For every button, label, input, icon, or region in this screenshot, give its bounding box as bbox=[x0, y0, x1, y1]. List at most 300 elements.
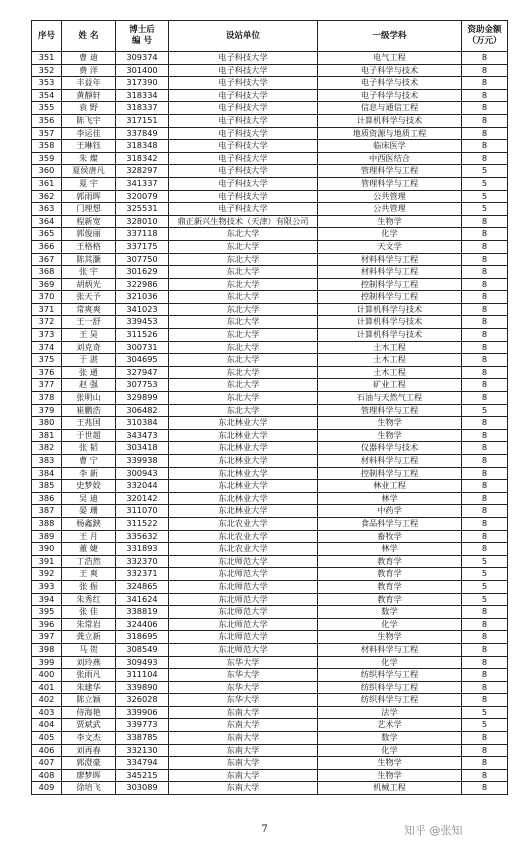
table-row bbox=[32, 278, 508, 291]
table-row bbox=[32, 417, 508, 430]
row-discipline: 生物学 bbox=[318, 757, 462, 770]
row-id: 338785 bbox=[116, 732, 169, 745]
row-amount: 5 bbox=[462, 580, 508, 593]
row-name: 龚立新 bbox=[62, 631, 116, 644]
row-no: 404 bbox=[32, 719, 62, 732]
row-no: 365 bbox=[32, 228, 62, 241]
row-discipline: 天文学 bbox=[318, 240, 462, 253]
watermark: 知乎 @张知 bbox=[404, 824, 463, 837]
row-unit: 东南大学 bbox=[169, 706, 318, 719]
table-row bbox=[32, 228, 508, 241]
row-unit: 东华大学 bbox=[169, 669, 318, 682]
row-discipline: 电子科学与技术 bbox=[318, 77, 462, 90]
row-no: 374 bbox=[32, 341, 62, 354]
row-amount: 8 bbox=[462, 643, 508, 656]
row-name: 曹 宁 bbox=[62, 455, 116, 468]
row-discipline: 临床医学 bbox=[318, 140, 462, 153]
row-no: 372 bbox=[32, 316, 62, 329]
table-row bbox=[32, 177, 508, 190]
row-unit: 东南大学 bbox=[169, 782, 318, 795]
row-id: 322986 bbox=[116, 278, 169, 291]
row-amount: 8 bbox=[462, 215, 508, 228]
table-row bbox=[32, 442, 508, 455]
row-no: 402 bbox=[32, 694, 62, 707]
row-id: 324406 bbox=[116, 618, 169, 631]
row-discipline: 电子科学与技术 bbox=[318, 64, 462, 77]
row-discipline: 畜牧学 bbox=[318, 530, 462, 543]
table-row bbox=[32, 89, 508, 102]
row-no: 356 bbox=[32, 114, 62, 127]
table-row bbox=[32, 580, 508, 593]
row-discipline: 地质资源与地质工程 bbox=[318, 127, 462, 140]
row-name: 廖梦晖 bbox=[62, 769, 116, 782]
table-row bbox=[32, 253, 508, 266]
row-amount: 5 bbox=[462, 165, 508, 178]
row-id: 301629 bbox=[116, 266, 169, 279]
row-name: 王兆国 bbox=[62, 417, 116, 430]
row-id: 339906 bbox=[116, 706, 169, 719]
table-row bbox=[32, 719, 508, 732]
row-discipline: 生物学 bbox=[318, 215, 462, 228]
row-name: 郭澄豪 bbox=[62, 757, 116, 770]
row-unit: 东北林业大学 bbox=[169, 467, 318, 480]
row-unit: 电子科技大学 bbox=[169, 64, 318, 77]
row-name: 夏侯唐凡 bbox=[62, 165, 116, 178]
row-discipline: 化学 bbox=[318, 228, 462, 241]
row-id: 317151 bbox=[116, 114, 169, 127]
row-amount: 8 bbox=[462, 291, 508, 304]
row-discipline: 仪器科学与技术 bbox=[318, 442, 462, 455]
row-unit: 东北师范大学 bbox=[169, 631, 318, 644]
row-unit: 东北大学 bbox=[169, 228, 318, 241]
row-discipline: 材料科学与工程 bbox=[318, 253, 462, 266]
row-id: 331893 bbox=[116, 543, 169, 556]
row-name: 李文杰 bbox=[62, 732, 116, 745]
row-name: 王 爽 bbox=[62, 568, 116, 581]
row-unit: 东北大学 bbox=[169, 266, 318, 279]
row-amount: 8 bbox=[462, 329, 508, 342]
row-id: 339773 bbox=[116, 719, 169, 732]
row-name: 李 新 bbox=[62, 467, 116, 480]
row-unit: 电子科技大学 bbox=[169, 52, 318, 65]
row-id: 318695 bbox=[116, 631, 169, 644]
row-no: 401 bbox=[32, 681, 62, 694]
row-amount: 8 bbox=[462, 505, 508, 518]
row-id: 328010 bbox=[116, 215, 169, 228]
row-no: 385 bbox=[32, 480, 62, 493]
row-amount: 8 bbox=[462, 782, 508, 795]
row-name: 袁 野 bbox=[62, 102, 116, 115]
row-no: 371 bbox=[32, 303, 62, 316]
row-discipline: 林学 bbox=[318, 492, 462, 505]
row-discipline: 材料科学与工程 bbox=[318, 643, 462, 656]
row-unit: 东北大学 bbox=[169, 341, 318, 354]
table-row bbox=[32, 530, 508, 543]
page-number: 7 bbox=[261, 824, 268, 835]
row-name: 胡炳光 bbox=[62, 278, 116, 291]
row-discipline: 材料科学与工程 bbox=[318, 266, 462, 279]
row-no: 381 bbox=[32, 429, 62, 442]
row-id: 341624 bbox=[116, 593, 169, 606]
row-name: 张明山 bbox=[62, 392, 116, 405]
row-unit: 东南大学 bbox=[169, 757, 318, 770]
row-amount: 5 bbox=[462, 555, 508, 568]
row-unit: 东北师范大学 bbox=[169, 593, 318, 606]
row-discipline: 林业工程 bbox=[318, 480, 462, 493]
table-row bbox=[32, 543, 508, 556]
row-amount: 8 bbox=[462, 656, 508, 669]
row-unit: 东北大学 bbox=[169, 303, 318, 316]
row-amount: 8 bbox=[462, 266, 508, 279]
row-no: 377 bbox=[32, 379, 62, 392]
row-name: 李运佳 bbox=[62, 127, 116, 140]
row-name: 史梦姣 bbox=[62, 480, 116, 493]
row-id: 338819 bbox=[116, 606, 169, 619]
header-id bbox=[116, 21, 169, 52]
row-id: 337175 bbox=[116, 240, 169, 253]
row-no: 394 bbox=[32, 593, 62, 606]
row-unit: 东北大学 bbox=[169, 379, 318, 392]
row-amount: 8 bbox=[462, 631, 508, 644]
row-id: 334794 bbox=[116, 757, 169, 770]
row-no: 407 bbox=[32, 757, 62, 770]
table-row bbox=[32, 782, 508, 795]
row-unit: 东南大学 bbox=[169, 744, 318, 757]
row-id: 309493 bbox=[116, 656, 169, 669]
row-discipline: 公共管理 bbox=[318, 203, 462, 216]
row-id: 320079 bbox=[116, 190, 169, 203]
row-no: 403 bbox=[32, 706, 62, 719]
row-discipline: 艺术学 bbox=[318, 719, 462, 732]
row-name: 崔鹏浩 bbox=[62, 404, 116, 417]
row-no: 382 bbox=[32, 442, 62, 455]
row-unit: 东北大学 bbox=[169, 278, 318, 291]
table-row bbox=[32, 64, 508, 77]
row-discipline: 中西医结合 bbox=[318, 152, 462, 165]
row-no: 387 bbox=[32, 505, 62, 518]
row-id: 310384 bbox=[116, 417, 169, 430]
row-discipline: 教育学 bbox=[318, 580, 462, 593]
row-id: 304695 bbox=[116, 354, 169, 367]
row-name: 侍海艳 bbox=[62, 706, 116, 719]
header-unit: 设站单位 bbox=[169, 21, 318, 52]
row-amount: 8 bbox=[462, 77, 508, 90]
table-row bbox=[32, 165, 508, 178]
row-name: 刘玲燕 bbox=[62, 656, 116, 669]
row-no: 366 bbox=[32, 240, 62, 253]
row-unit: 电子科技大学 bbox=[169, 102, 318, 115]
row-id: 308549 bbox=[116, 643, 169, 656]
row-unit: 东北师范大学 bbox=[169, 606, 318, 619]
table-row bbox=[32, 606, 508, 619]
row-discipline: 公共管理 bbox=[318, 190, 462, 203]
row-amount: 8 bbox=[462, 64, 508, 77]
header-no: 序号 bbox=[32, 21, 62, 52]
row-unit: 东华大学 bbox=[169, 681, 318, 694]
row-discipline: 控制科学与工程 bbox=[318, 278, 462, 291]
row-no: 352 bbox=[32, 64, 62, 77]
row-id: 328297 bbox=[116, 165, 169, 178]
row-id: 307750 bbox=[116, 253, 169, 266]
row-name: 于 湛 bbox=[62, 354, 116, 367]
row-id: 345215 bbox=[116, 769, 169, 782]
table-row bbox=[32, 517, 508, 530]
table-row bbox=[32, 757, 508, 770]
table-row bbox=[32, 429, 508, 442]
table-body bbox=[32, 52, 508, 795]
row-id: 307753 bbox=[116, 379, 169, 392]
row-unit: 东北师范大学 bbox=[169, 580, 318, 593]
table-row bbox=[32, 379, 508, 392]
table-row bbox=[32, 291, 508, 304]
row-no: 373 bbox=[32, 329, 62, 342]
table-row bbox=[32, 392, 508, 405]
row-discipline: 管理科学与工程 bbox=[318, 404, 462, 417]
row-id: 337118 bbox=[116, 228, 169, 241]
row-no: 389 bbox=[32, 530, 62, 543]
row-amount: 5 bbox=[462, 719, 508, 732]
row-name: 吴 迪 bbox=[62, 492, 116, 505]
row-amount: 8 bbox=[462, 618, 508, 631]
row-unit: 东北林业大学 bbox=[169, 442, 318, 455]
row-amount: 8 bbox=[462, 228, 508, 241]
table-row bbox=[32, 152, 508, 165]
row-discipline: 数学 bbox=[318, 606, 462, 619]
row-amount: 8 bbox=[462, 278, 508, 291]
header-id-text: 博士后 编 号 bbox=[129, 25, 155, 46]
row-unit: 东北林业大学 bbox=[169, 480, 318, 493]
table-row bbox=[32, 77, 508, 90]
row-amount: 8 bbox=[462, 517, 508, 530]
row-unit: 东华大学 bbox=[169, 656, 318, 669]
table-row bbox=[32, 643, 508, 656]
row-unit: 东北农业大学 bbox=[169, 530, 318, 543]
table-row bbox=[32, 618, 508, 631]
table-row bbox=[32, 555, 508, 568]
header-row bbox=[32, 21, 508, 52]
row-amount: 8 bbox=[462, 366, 508, 379]
row-amount: 8 bbox=[462, 52, 508, 65]
table-row bbox=[32, 140, 508, 153]
row-discipline: 法学 bbox=[318, 706, 462, 719]
row-no: 354 bbox=[32, 89, 62, 102]
table-row bbox=[32, 114, 508, 127]
row-discipline: 电子科学与技术 bbox=[318, 89, 462, 102]
row-id: 341023 bbox=[116, 303, 169, 316]
row-id: 318348 bbox=[116, 140, 169, 153]
table-row bbox=[32, 455, 508, 468]
row-unit: 东北大学 bbox=[169, 329, 318, 342]
row-no: 361 bbox=[32, 177, 62, 190]
table-row bbox=[32, 354, 508, 367]
row-id: 332130 bbox=[116, 744, 169, 757]
row-no: 398 bbox=[32, 643, 62, 656]
row-id: 339453 bbox=[116, 316, 169, 329]
row-name: 王一舒 bbox=[62, 316, 116, 329]
row-unit: 电子科技大学 bbox=[169, 165, 318, 178]
row-unit: 东北农业大学 bbox=[169, 517, 318, 530]
funding-table bbox=[31, 20, 508, 795]
row-no: 386 bbox=[32, 492, 62, 505]
row-unit: 东南大学 bbox=[169, 732, 318, 745]
row-id: 321036 bbox=[116, 291, 169, 304]
row-unit: 东北农业大学 bbox=[169, 543, 318, 556]
row-no: 400 bbox=[32, 669, 62, 682]
row-discipline: 食品科学与工程 bbox=[318, 517, 462, 530]
row-discipline: 计算机科学与技术 bbox=[318, 316, 462, 329]
row-amount: 8 bbox=[462, 379, 508, 392]
table-row bbox=[32, 102, 508, 115]
row-name: 夏 宇 bbox=[62, 177, 116, 190]
row-amount: 8 bbox=[462, 694, 508, 707]
row-amount: 8 bbox=[462, 606, 508, 619]
row-amount: 8 bbox=[462, 354, 508, 367]
row-discipline: 控制科学与工程 bbox=[318, 467, 462, 480]
row-name: 刘克奇 bbox=[62, 341, 116, 354]
row-amount: 8 bbox=[462, 152, 508, 165]
table-row bbox=[32, 316, 508, 329]
row-unit: 电子科技大学 bbox=[169, 177, 318, 190]
row-amount: 8 bbox=[462, 240, 508, 253]
row-discipline: 土木工程 bbox=[318, 366, 462, 379]
table-row bbox=[32, 366, 508, 379]
row-unit: 东北师范大学 bbox=[169, 643, 318, 656]
row-id: 303089 bbox=[116, 782, 169, 795]
row-name: 王 月 bbox=[62, 530, 116, 543]
row-unit: 东北大学 bbox=[169, 291, 318, 304]
row-no: 395 bbox=[32, 606, 62, 619]
row-amount: 8 bbox=[462, 467, 508, 480]
table-row bbox=[32, 127, 508, 140]
row-no: 391 bbox=[32, 555, 62, 568]
row-id: 324865 bbox=[116, 580, 169, 593]
row-amount: 8 bbox=[462, 127, 508, 140]
row-no: 355 bbox=[32, 102, 62, 115]
table-row bbox=[32, 240, 508, 253]
row-amount: 8 bbox=[462, 303, 508, 316]
row-no: 362 bbox=[32, 190, 62, 203]
row-no: 393 bbox=[32, 580, 62, 593]
row-discipline: 化学 bbox=[318, 744, 462, 757]
row-name: 杨鑫鋏 bbox=[62, 517, 116, 530]
row-no: 396 bbox=[32, 618, 62, 631]
row-amount: 8 bbox=[462, 732, 508, 745]
row-discipline: 中药学 bbox=[318, 505, 462, 518]
table-row bbox=[32, 303, 508, 316]
row-discipline: 信息与通信工程 bbox=[318, 102, 462, 115]
row-discipline: 化学 bbox=[318, 618, 462, 631]
row-id: 300943 bbox=[116, 467, 169, 480]
row-amount: 8 bbox=[462, 681, 508, 694]
table-row bbox=[32, 694, 508, 707]
row-unit: 东北林业大学 bbox=[169, 429, 318, 442]
row-amount: 8 bbox=[462, 669, 508, 682]
row-unit: 电子科技大学 bbox=[169, 114, 318, 127]
row-no: 368 bbox=[32, 266, 62, 279]
row-id: 339938 bbox=[116, 455, 169, 468]
row-no: 388 bbox=[32, 517, 62, 530]
row-discipline: 教育学 bbox=[318, 555, 462, 568]
row-amount: 8 bbox=[462, 530, 508, 543]
row-no: 351 bbox=[32, 52, 62, 65]
row-no: 405 bbox=[32, 732, 62, 745]
row-no: 369 bbox=[32, 278, 62, 291]
row-discipline: 机械工程 bbox=[318, 782, 462, 795]
row-name: 郭俊丽 bbox=[62, 228, 116, 241]
row-discipline: 计算机科学与技术 bbox=[318, 114, 462, 127]
row-id: 306482 bbox=[116, 404, 169, 417]
row-amount: 8 bbox=[462, 417, 508, 430]
row-discipline: 计算机科学与技术 bbox=[318, 329, 462, 342]
row-no: 363 bbox=[32, 203, 62, 216]
row-unit: 东北大学 bbox=[169, 366, 318, 379]
row-amount: 8 bbox=[462, 102, 508, 115]
row-no: 364 bbox=[32, 215, 62, 228]
row-amount: 5 bbox=[462, 177, 508, 190]
row-id: 332044 bbox=[116, 480, 169, 493]
row-name: 张雨凡 bbox=[62, 669, 116, 682]
row-name: 郭雨晖 bbox=[62, 190, 116, 203]
row-name: 刘再春 bbox=[62, 744, 116, 757]
row-id: 325531 bbox=[116, 203, 169, 216]
table-row bbox=[32, 732, 508, 745]
table-row bbox=[32, 329, 508, 342]
row-amount: 5 bbox=[462, 706, 508, 719]
row-unit: 东北大学 bbox=[169, 354, 318, 367]
table-row bbox=[32, 203, 508, 216]
row-no: 370 bbox=[32, 291, 62, 304]
row-amount: 8 bbox=[462, 253, 508, 266]
row-no: 375 bbox=[32, 354, 62, 367]
row-no: 380 bbox=[32, 417, 62, 430]
row-amount: 8 bbox=[462, 114, 508, 127]
row-id: 311522 bbox=[116, 517, 169, 530]
table-row bbox=[32, 341, 508, 354]
row-unit: 电子科技大学 bbox=[169, 152, 318, 165]
row-amount: 5 bbox=[462, 404, 508, 417]
table-row bbox=[32, 215, 508, 228]
row-no: 384 bbox=[32, 467, 62, 480]
row-no: 367 bbox=[32, 253, 62, 266]
row-unit: 东北大学 bbox=[169, 253, 318, 266]
row-name: 张 通 bbox=[62, 366, 116, 379]
table-row bbox=[32, 744, 508, 757]
row-unit: 电子科技大学 bbox=[169, 89, 318, 102]
row-unit: 电子科技大学 bbox=[169, 127, 318, 140]
row-amount: 8 bbox=[462, 89, 508, 102]
header-name: 姓 名 bbox=[62, 21, 116, 52]
row-name: 陈飞宇 bbox=[62, 114, 116, 127]
row-amount: 5 bbox=[462, 568, 508, 581]
row-discipline: 石油与天然气工程 bbox=[318, 392, 462, 405]
row-name: 丰益年 bbox=[62, 77, 116, 90]
table-row bbox=[32, 769, 508, 782]
row-unit: 东南大学 bbox=[169, 769, 318, 782]
row-id: 311526 bbox=[116, 329, 169, 342]
row-unit: 东北林业大学 bbox=[169, 417, 318, 430]
row-discipline: 生物学 bbox=[318, 631, 462, 644]
row-discipline: 化学 bbox=[318, 656, 462, 669]
row-unit: 电子科技大学 bbox=[169, 190, 318, 203]
row-id: 337849 bbox=[116, 127, 169, 140]
row-no: 360 bbox=[32, 165, 62, 178]
row-unit: 东北师范大学 bbox=[169, 568, 318, 581]
row-unit: 东南大学 bbox=[169, 719, 318, 732]
header-amount bbox=[462, 21, 508, 52]
row-discipline: 纺织科学与工程 bbox=[318, 669, 462, 682]
row-discipline: 矿业工程 bbox=[318, 379, 462, 392]
row-name: 朱建华 bbox=[62, 681, 116, 694]
